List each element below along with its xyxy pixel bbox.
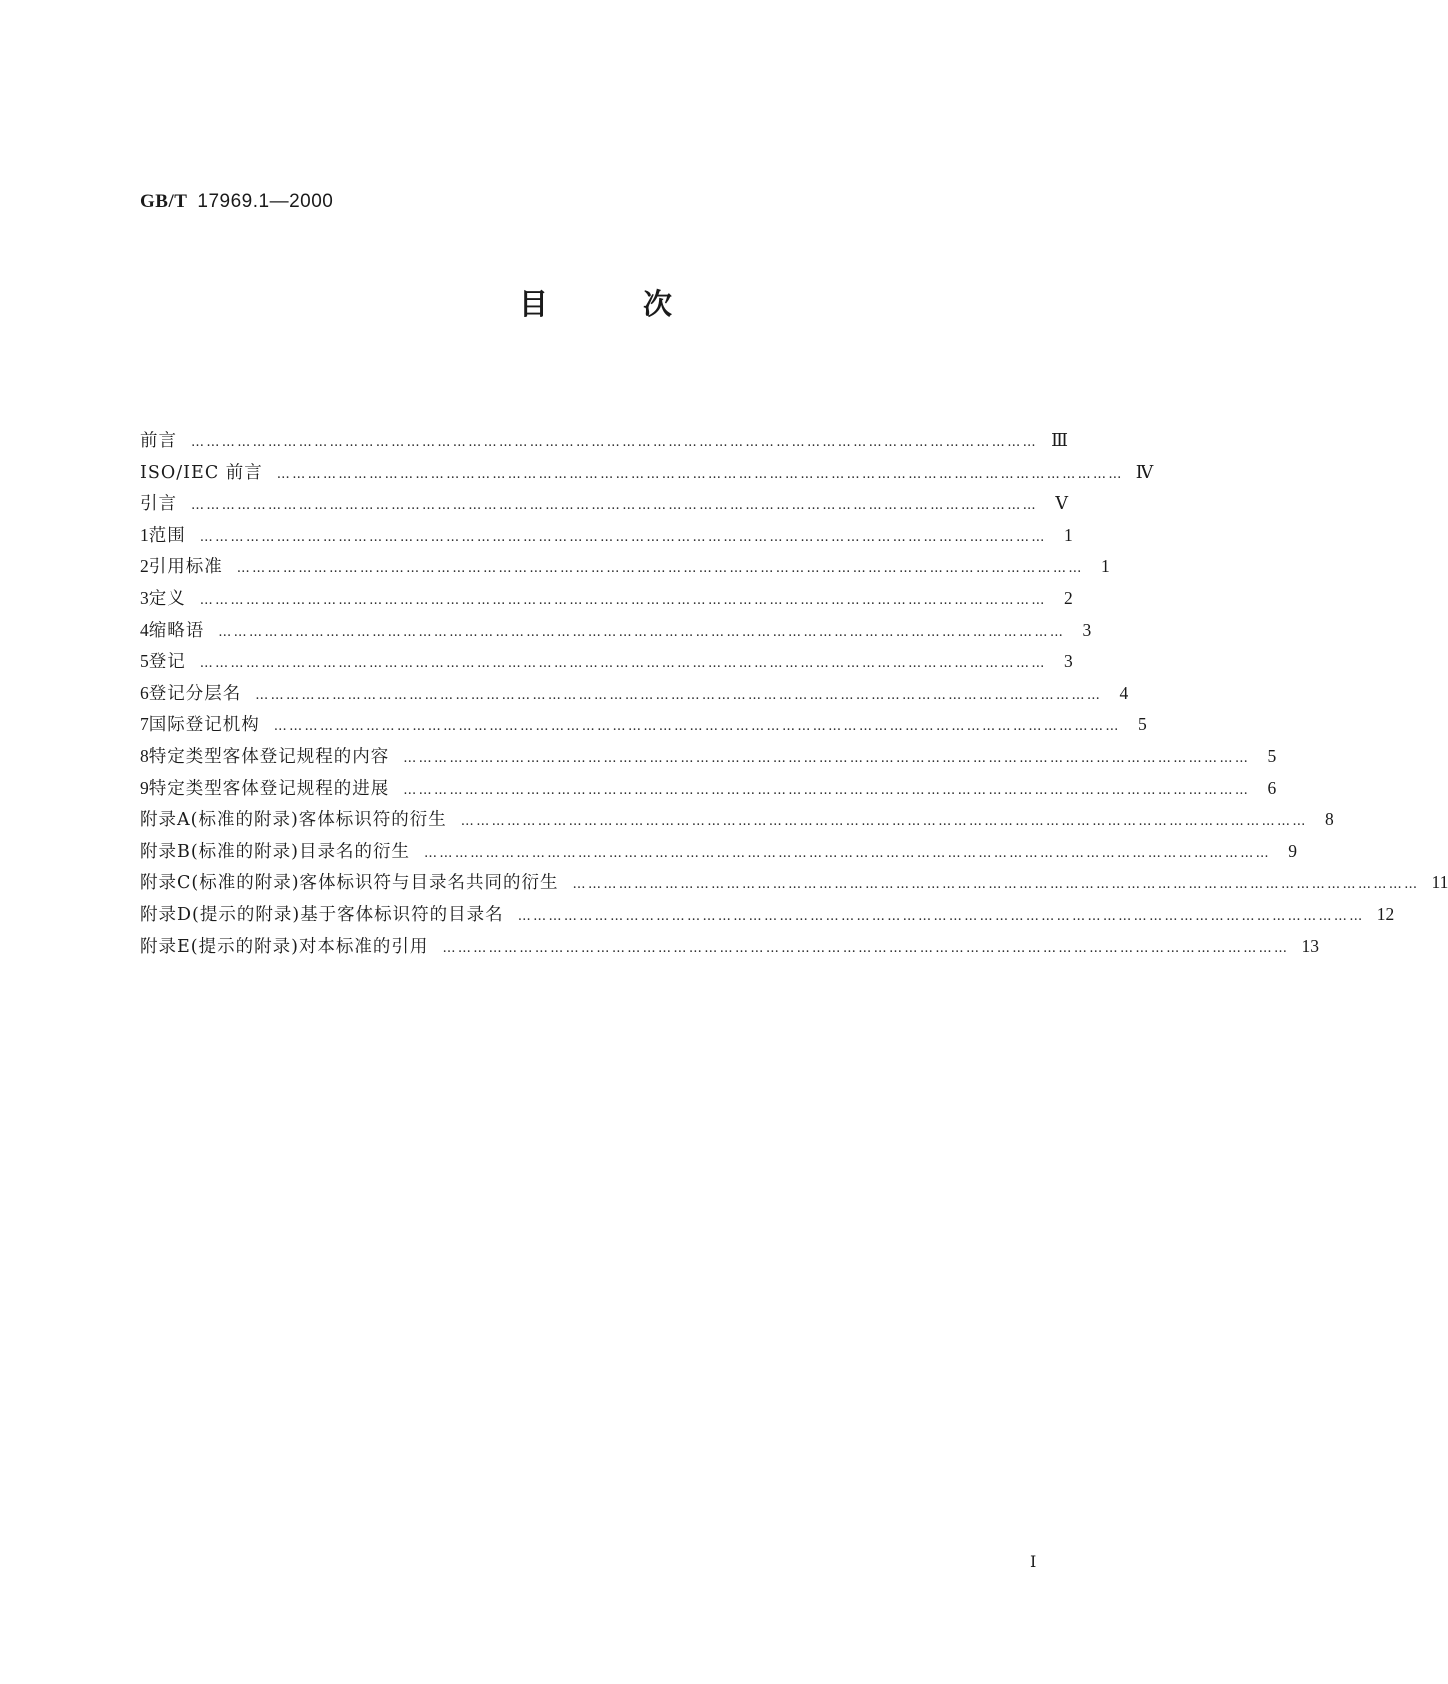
toc-annex-designation: 附录A(标准的附录)	[140, 810, 299, 831]
toc-entry-annex-c[interactable]	[140, 869, 1448, 901]
toc-entry-foreword[interactable]	[140, 427, 1068, 459]
toc-entry-annex-a[interactable]	[140, 806, 1334, 838]
toc-leader-dots: …………………………………………………………………………………………………………………………………………………	[403, 750, 1251, 766]
toc-entry-annex-b[interactable]	[140, 838, 1298, 870]
page-title: 目次	[518, 287, 767, 321]
toc-entry-label: 前言	[140, 431, 177, 451]
toc-entry-label: 国际登记机构	[148, 715, 260, 736]
toc-leader-dots: …………………………………………………………………………………………………………………………………………………	[273, 719, 1121, 735]
toc-leader-dots: …………………………………………………………………………………………………………………………………………………	[191, 498, 1038, 514]
toc-leader-dots: …………………………………………………………………………………………………………………………………………………	[424, 845, 1272, 861]
toc-entry-page: 6	[1267, 777, 1277, 798]
toc-entry-number: 1	[140, 524, 149, 545]
toc-entry-label: 缩略语	[148, 620, 205, 641]
toc-entry-9[interactable]	[140, 775, 1277, 807]
toc-entry-label: 引用标准	[148, 557, 223, 578]
toc-entry-label: 客体标识符与目录名共同的衍生	[299, 873, 559, 894]
toc-entry-label: ISO/IEC 前言	[140, 462, 263, 483]
toc-leader-dots: …………………………………………………………………………………………………………………………………………………	[236, 561, 1084, 577]
toc-entry-page: 9	[1288, 840, 1298, 861]
toc-entry-1[interactable]	[140, 522, 1073, 554]
table-of-contents	[140, 427, 1448, 964]
toc-entry-6[interactable]	[140, 680, 1129, 712]
toc-entry-5[interactable]	[140, 648, 1073, 680]
toc-entry-number: 4	[140, 619, 149, 640]
toc-entry-number: 2	[140, 556, 149, 577]
page-number: Ⅰ	[1030, 1554, 1037, 1571]
toc-entry-page: 5	[1267, 745, 1277, 766]
toc-leader-dots: …………………………………………………………………………………………………………………………………………………	[199, 592, 1047, 608]
toc-entry-label: 客体标识符的衍生	[298, 810, 447, 831]
toc-entry-label: 特定类型客体登记规程的内容	[148, 746, 390, 767]
toc-leader-dots: …………………………………………………………………………………………………………………………………………………	[199, 529, 1047, 545]
toc-entry-number: 6	[140, 682, 149, 703]
toc-entry-label: 引言	[140, 494, 177, 515]
standard-prefix: GB/T	[140, 191, 188, 212]
toc-annex-designation: 附录D(提示的附录)	[140, 904, 301, 925]
toc-annex-designation: 附录C(标准的附录)	[140, 873, 300, 894]
toc-entry-page: Ⅲ	[1051, 430, 1068, 450]
toc-entry-number: 3	[140, 587, 149, 608]
toc-entry-number: 9	[140, 777, 149, 798]
standard-number: 17969.1—2000	[197, 191, 334, 212]
toc-entry-label: 特定类型客体登记规程的进展	[148, 778, 390, 799]
toc-entry-label: 登记	[148, 652, 186, 673]
toc-entry-number: 5	[140, 651, 149, 672]
toc-entry-number: 8	[140, 745, 149, 766]
toc-entry-page: 1	[1101, 556, 1110, 577]
toc-leader-dots: …………………………………………………………………………………………………………………………………………………	[191, 435, 1038, 450]
toc-entry-label: 范围	[148, 525, 186, 546]
toc-entry-annex-d[interactable]	[140, 901, 1395, 933]
toc-entry-page: 2	[1064, 587, 1073, 608]
toc-leader-dots: …………………………………………………………………………………………………………………………………………………	[199, 656, 1047, 672]
toc-leader-dots: …………………………………………………………………………………………………………………………………………………	[218, 624, 1066, 640]
toc-entry-introduction[interactable]	[140, 490, 1068, 522]
toc-leader-dots: …………………………………………………………………………………………………………………………………………………	[255, 687, 1103, 703]
toc-entry-page: 3	[1082, 619, 1092, 640]
toc-entry-label: 对本标准的引用	[298, 936, 429, 957]
toc-entry-page: 12	[1376, 903, 1395, 924]
toc-annex-designation: 附录E(提示的附录)	[140, 936, 299, 957]
toc-leader-dots: …………………………………………………………………………………………………………………………………………………	[403, 782, 1251, 798]
toc-entry-page: Ⅴ	[1055, 493, 1068, 514]
toc-leader-dots: …………………………………………………………………………………………………………………………………………………	[460, 814, 1308, 830]
toc-entry-page: 11	[1431, 872, 1448, 893]
toc-entry-label: 定义	[148, 588, 186, 609]
toc-entry-page: 13	[1301, 935, 1319, 956]
toc-leader-dots: …………………………………………………………………………………………………………………………………………………	[517, 908, 1365, 924]
toc-entry-2[interactable]	[140, 553, 1110, 585]
toc-entry-page: 4	[1119, 682, 1129, 703]
toc-entry-label: 基于客体标识符的目录名	[300, 904, 504, 925]
toc-entry-annex-e[interactable]	[140, 933, 1319, 965]
standard-code	[140, 190, 333, 213]
toc-entry-label: 登记分层名	[148, 683, 242, 704]
toc-annex-designation: 附录B(标准的附录)	[140, 841, 300, 862]
toc-entry-page: 8	[1325, 809, 1334, 830]
toc-leader-dots: …………………………………………………………………………………………………………………………………………………	[572, 877, 1420, 893]
toc-entry-page: 3	[1064, 651, 1073, 672]
toc-entry-page: 5	[1138, 714, 1147, 735]
toc-leader-dots: …………………………………………………………………………………………………………………………………………………	[442, 940, 1290, 956]
toc-entry-iso-foreword[interactable]	[140, 459, 1154, 491]
toc-entry-7[interactable]	[140, 711, 1147, 743]
toc-leader-dots: …………………………………………………………………………………………………………………………………………………	[276, 466, 1124, 482]
toc-entry-number: 7	[140, 714, 149, 735]
toc-entry-8[interactable]	[140, 743, 1277, 775]
toc-entry-3[interactable]	[140, 585, 1073, 617]
toc-entry-page: Ⅳ	[1135, 461, 1154, 482]
toc-entry-label: 目录名的衍生	[299, 841, 411, 862]
toc-entry-4[interactable]	[140, 617, 1092, 649]
toc-entry-page: 1	[1064, 524, 1073, 545]
